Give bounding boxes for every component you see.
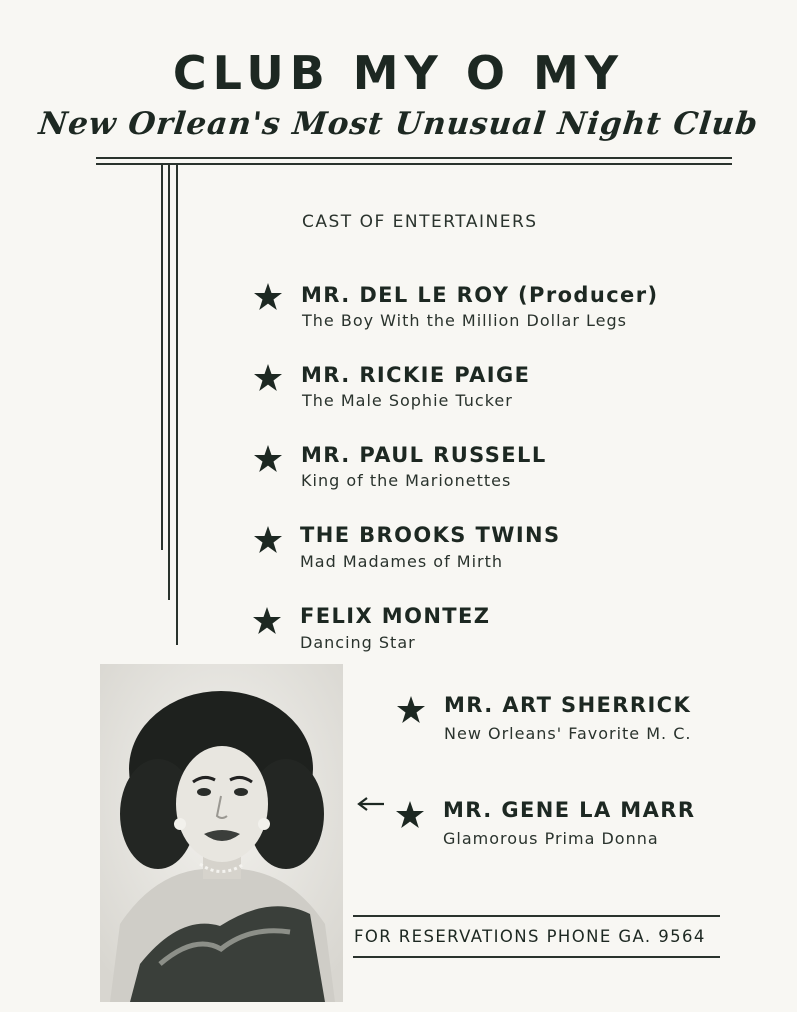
performer-portrait-illustration <box>100 664 343 1002</box>
entertainer-description: Mad Madames of Mirth <box>300 552 504 571</box>
star-icon <box>253 363 283 393</box>
entertainer-description: King of the Marionettes <box>301 471 512 490</box>
header-rule-top <box>96 157 732 159</box>
reservations-phone: FOR RESERVATIONS PHONE GA. 9564 <box>354 927 706 946</box>
star-icon <box>252 606 282 636</box>
entertainer-name: MR. ART SHERRICK <box>444 693 692 717</box>
entertainer-name: THE BROOKS TWINS <box>300 523 561 547</box>
star-icon <box>253 282 283 312</box>
left-arrow-icon <box>356 796 386 812</box>
entertainer-name: MR. GENE LA MARR <box>443 798 696 822</box>
entertainer-name: FELIX MONTEZ <box>300 604 491 628</box>
vertical-rule-2 <box>168 165 170 600</box>
star-icon <box>395 800 425 830</box>
cast-heading: CAST OF ENTERTAINERS <box>302 212 538 232</box>
star-icon <box>253 444 283 474</box>
footer-rule-bottom <box>353 956 720 958</box>
header-rule-bottom <box>96 163 732 165</box>
footer-rule-top <box>353 915 720 917</box>
entertainer-description: The Boy With the Million Dollar Legs <box>302 311 627 330</box>
vertical-rule-3 <box>176 165 178 645</box>
club-title: CLUB MY O MY <box>172 46 625 100</box>
star-icon <box>253 525 283 555</box>
vertical-rule-1 <box>161 165 163 550</box>
entertainer-name: MR. PAUL RUSSELL <box>301 443 547 467</box>
entertainer-description: New Orleans' Favorite M. C. <box>444 724 692 743</box>
performer-photo <box>100 664 343 1002</box>
entertainer-name: MR. RICKIE PAIGE <box>301 363 531 387</box>
entertainer-description: Dancing Star <box>300 633 416 652</box>
entertainer-name: MR. DEL LE ROY (Producer) <box>301 283 659 307</box>
club-subtitle: New Orlean's Most Unusual Night Club <box>37 106 760 142</box>
entertainer-description: Glamorous Prima Donna <box>443 829 659 848</box>
star-icon <box>396 695 426 725</box>
entertainer-description: The Male Sophie Tucker <box>302 391 513 410</box>
